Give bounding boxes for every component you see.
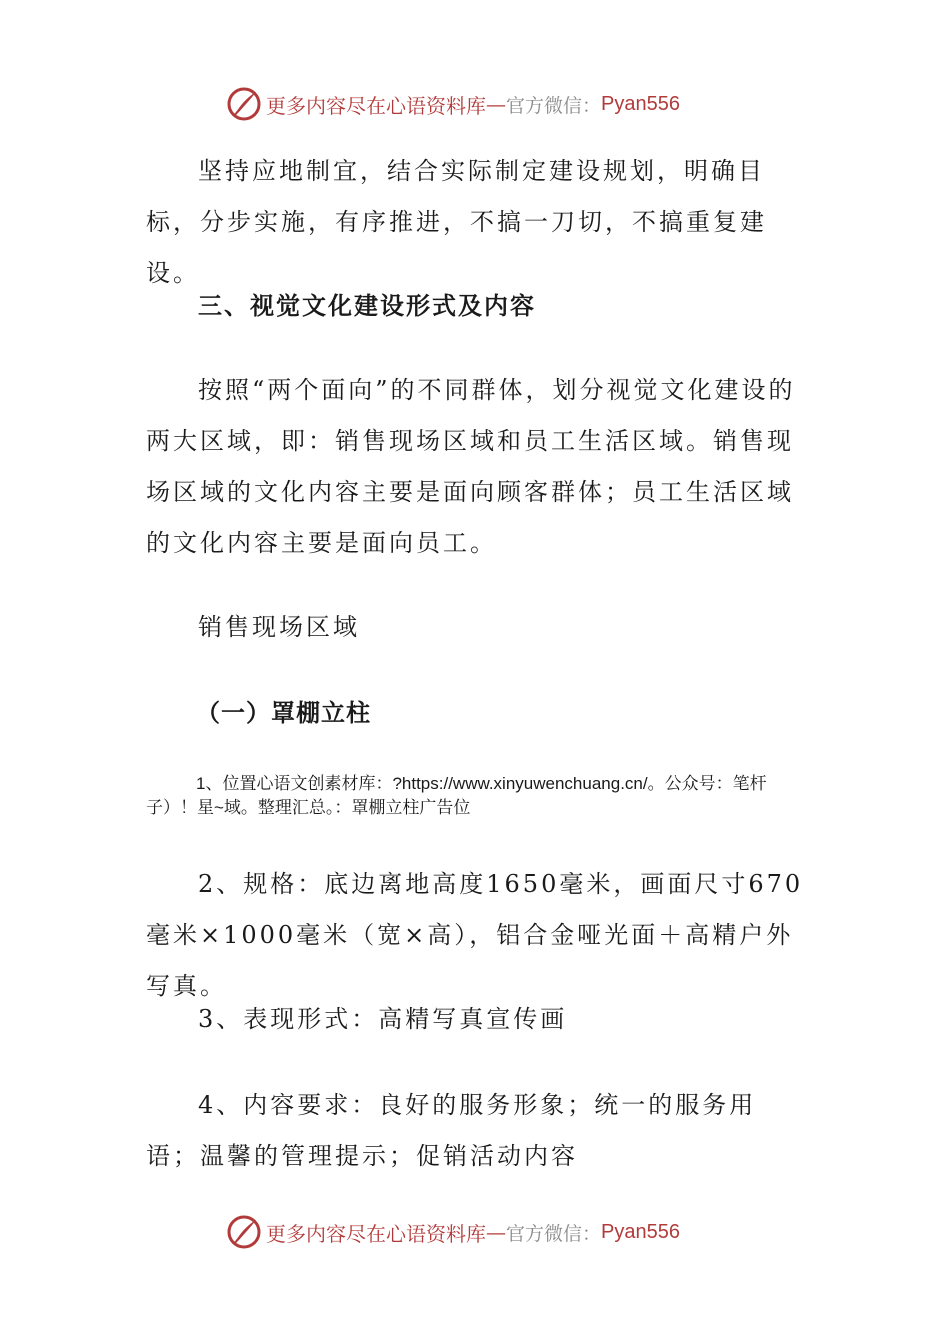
- section-label-sales-area: 销售现场区域: [198, 613, 360, 641]
- paragraph-two-regions: 按照“两个面向”的不同群体，划分视觉文化建设的两大区域，即：销售现场区域和员工生活区域。销售现场区域的文化内容主要是面向顾客群体；员工生活区域的文化内容主要是面向员工。: [146, 376, 796, 557]
- item-presentation: 3、表现形式：高精写真宣传画: [198, 1005, 568, 1033]
- banner-wechat-id: Pyan556: [601, 92, 680, 115]
- banner-wechat-label: 官方微信：: [506, 1222, 602, 1245]
- quill-logo-icon: [226, 86, 262, 122]
- banner-wechat-id: Pyan556: [601, 1220, 680, 1243]
- item-specification: 2、规格：底边离地高度1650毫米，画面尺寸670毫米×1000毫米（宽×高），铝合金哑光面＋高精户外写真。: [146, 870, 804, 1000]
- banner-dash: —: [486, 92, 506, 116]
- item-content-requirements: 4、内容要求：良好的服务形象；统一的服务用语；温馨的管理提示；促销活动内容: [146, 1091, 757, 1170]
- banner-text: 更多内容尽在心语资料库: [266, 93, 486, 118]
- banner-text: 更多内容尽在心语资料库: [266, 1221, 486, 1246]
- banner-dash: —: [486, 1220, 506, 1244]
- subheading-canopy-pillar: （一）罩棚立柱: [196, 699, 371, 727]
- item-location: 1、位置心语文创素材库：?https://www.xinyuwenchuang.cn/。公众号：笔杆子）！星~域。整理汇总。：罩棚立柱广告位: [146, 774, 767, 817]
- quill-logo-icon: [226, 1214, 262, 1250]
- section-heading-3: 三、视觉文化建设形式及内容: [198, 292, 536, 320]
- paragraph-planning: 坚持应地制宜，结合实际制定建设规划，明确目标，分步实施，有序推进，不搞一刀切，不搞重复建设。: [146, 157, 767, 287]
- banner-wechat-label: 官方微信：: [506, 94, 602, 117]
- footer-banner: [226, 1212, 680, 1252]
- header-banner: [226, 84, 680, 124]
